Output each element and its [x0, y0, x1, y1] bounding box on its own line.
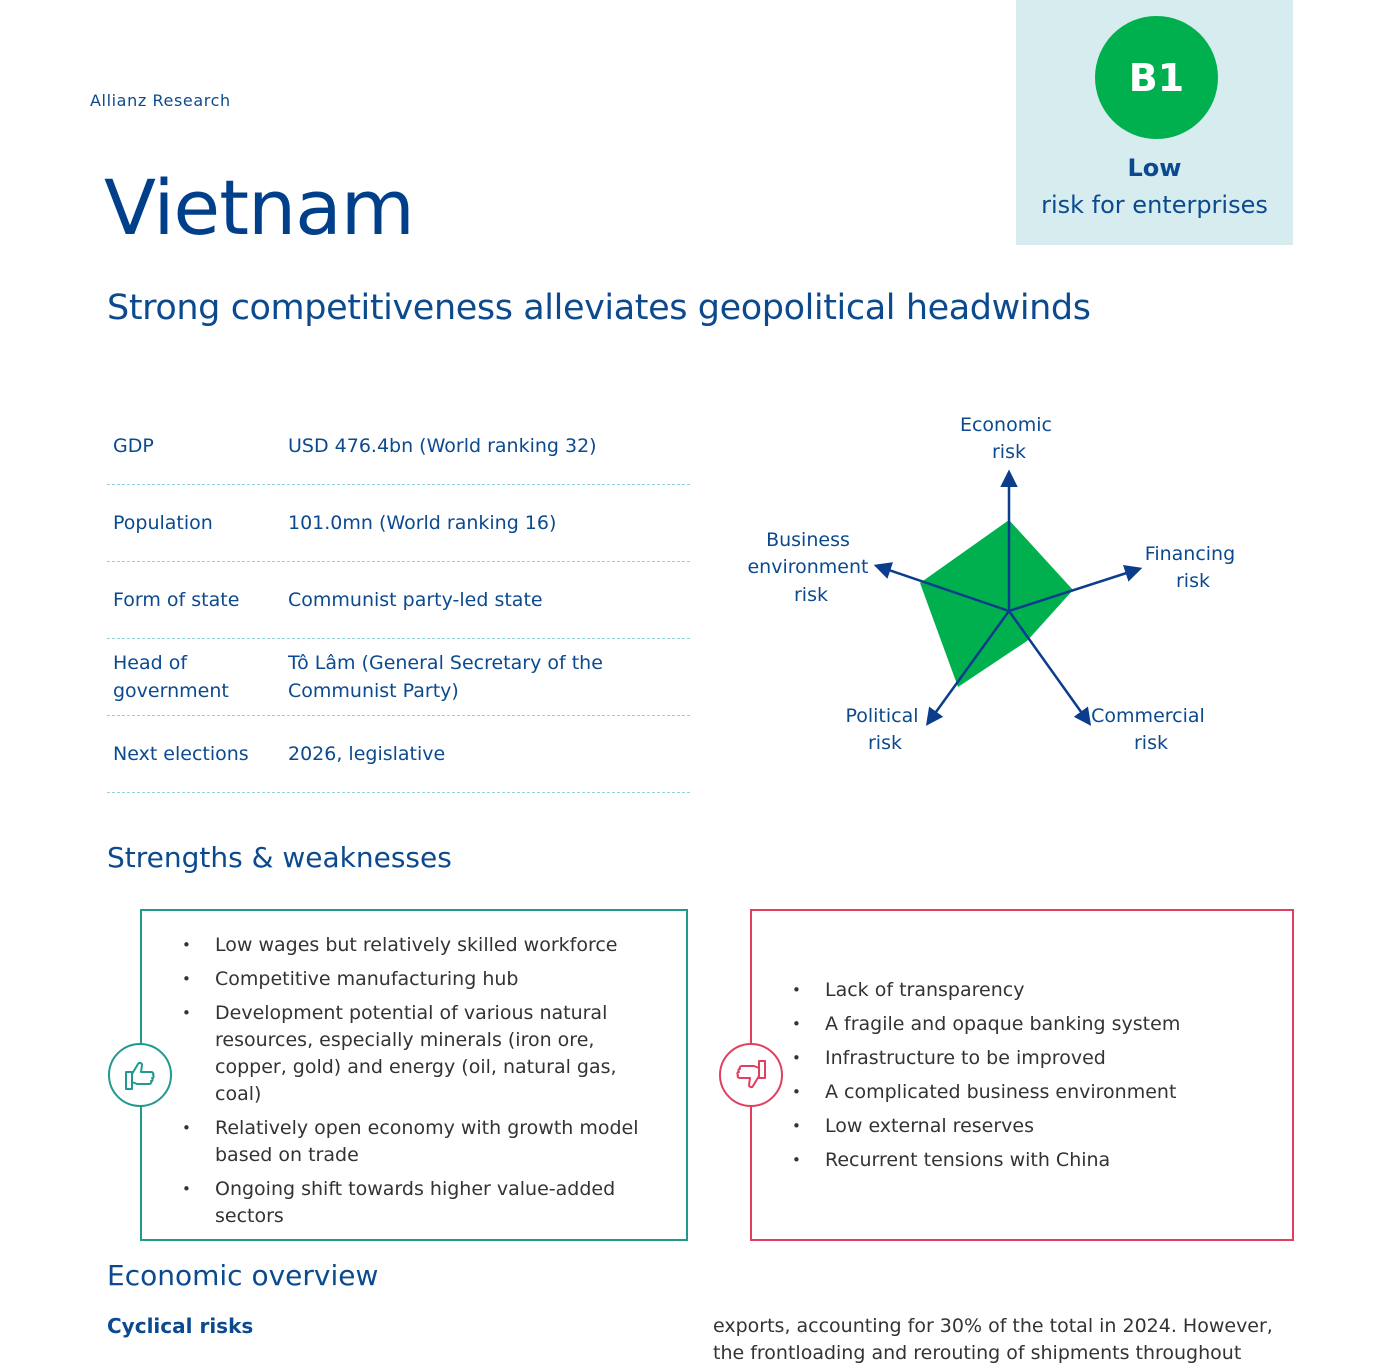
axis-label-business-environment: Business environment risk: [747, 529, 869, 606]
fact-label: Head of government: [113, 652, 229, 702]
overview-line: the frontloading and rerouting of shipments throughout: [713, 1342, 1242, 1364]
rating-panel: [1016, 0, 1293, 245]
weaknesses-list: [752, 977, 1272, 1181]
strength-item: • Competitive manufacturing hub: [142, 966, 662, 993]
weakness-item: • Lack of transparency: [752, 977, 1272, 1004]
weakness-item: • A complicated business environment: [752, 1079, 1272, 1106]
fact-label: GDP: [113, 435, 154, 457]
weaknesses-box: [750, 909, 1294, 1241]
strengths-box: [140, 909, 688, 1241]
brand-label: Allianz Research: [90, 91, 231, 110]
fact-row: [107, 485, 690, 562]
key-facts-table: [107, 408, 690, 793]
overview-paragraph: [713, 1313, 1273, 1367]
rating-level: Low: [1127, 154, 1182, 182]
rating-badge: B1: [1095, 16, 1218, 139]
strength-item: • Ongoing shift towards higher value-added sectors: [142, 1176, 662, 1230]
fact-row: [107, 716, 690, 793]
thumbs-down-icon: [719, 1043, 783, 1107]
rating-description: risk for enterprises: [1041, 191, 1268, 219]
thumbs-up-icon: [108, 1043, 172, 1107]
economic-overview-title: Economic overview: [107, 1259, 379, 1292]
fact-value: 101.0mn (World ranking 16): [288, 512, 557, 534]
weakness-item: • Low external reserves: [752, 1113, 1272, 1140]
strength-item: • Development potential of various natural resources, especially minerals (iron ore, copper, gold) and energy (oil, natural gas, coal): [142, 1000, 662, 1108]
fact-row: [107, 408, 690, 485]
strengths-list: [142, 932, 662, 1237]
strength-item: • Relatively open economy with growth model based on trade: [142, 1115, 662, 1169]
risk-radar-chart: [730, 400, 1290, 780]
strength-item: • Low wages but relatively skilled workforce: [142, 932, 662, 959]
country-title: Vietnam: [104, 163, 414, 252]
fact-label: Next elections: [113, 743, 249, 765]
fact-row: [107, 562, 690, 639]
overview-line: exports, accounting for 30% of the total in 2024. However,: [713, 1315, 1273, 1337]
axis-label-political: Political risk: [845, 705, 919, 754]
fact-row: [107, 639, 690, 716]
weakness-item: • Infrastructure to be improved: [752, 1045, 1272, 1072]
fact-value: 2026, legislative: [288, 743, 446, 765]
page-subtitle: Strong competitiveness alleviates geopolitical headwinds: [107, 288, 1091, 328]
weakness-item: • A fragile and opaque banking system: [752, 1011, 1272, 1038]
fact-value: Communist party-led state: [288, 589, 543, 611]
cyclical-risks-heading: Cyclical risks: [107, 1314, 254, 1338]
weakness-item: • Recurrent tensions with China: [752, 1147, 1272, 1174]
fact-label: Population: [113, 512, 213, 534]
fact-value: USD 476.4bn (World ranking 32): [288, 435, 597, 457]
fact-label: Form of state: [113, 589, 240, 611]
axis-commercial: [1009, 611, 1089, 723]
axis-label-economic: Economic risk: [959, 414, 1052, 463]
axis-label-financing: Financing risk: [1144, 543, 1236, 592]
axis-label-commercial: Commercial risk: [1091, 705, 1205, 754]
strengths-weaknesses-title: Strengths & weaknesses: [107, 841, 452, 874]
fact-value: Tô Lâm (General Secretary of the Communist Party): [288, 652, 603, 702]
risk-area: [920, 520, 1073, 687]
